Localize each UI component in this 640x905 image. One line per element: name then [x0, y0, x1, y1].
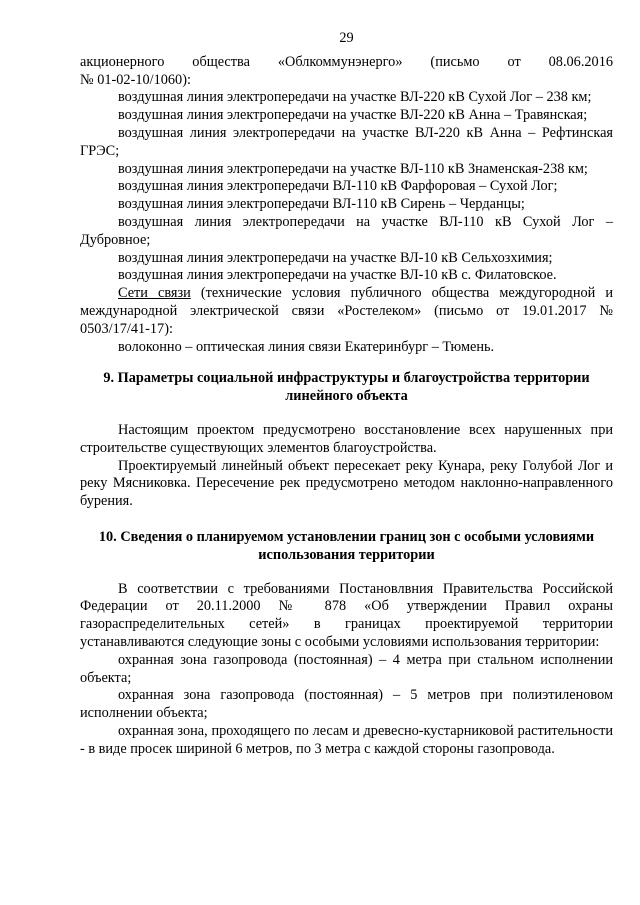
power-line-item: воздушная линия электропередачи на участке ВЛ-110 кВ Сухой Лог – Дубровное; [80, 213, 613, 248]
section-10-heading-line-2: использования территории [258, 546, 435, 563]
document-page [80, 30, 613, 758]
section-10-heading [80, 529, 613, 565]
section-9-heading-line-2: линейного объекта [285, 388, 408, 405]
communication-networks-paragraph [80, 285, 613, 338]
power-line-item: воздушная линия электропередачи на участке ВЛ-110 кВ Знаменская-238 км; [118, 160, 588, 177]
power-line-item: воздушная линия электропередачи ВЛ-110 кВ Фарфоровая – Сухой Лог; [118, 178, 558, 195]
power-line-item: воздушная линия электропередачи на участке ВЛ-10 кВ с. Филатовское. [118, 267, 557, 284]
power-line-item: воздушная линия электропередачи на участке ВЛ-220 кВ Сухой Лог – 238 км; [118, 89, 592, 106]
power-line-item: воздушная линия электропередачи на участке ВЛ-220 кВ Анна – Травянская; [118, 107, 588, 124]
section-10-heading-line-1: 10. Сведения о планируемом установлении границ зон с особыми условиями [98, 528, 595, 545]
fiber-optic-line: волоконно – оптическая линия связи Екатеринбург – Тюмень. [118, 338, 495, 355]
section-10-paragraph-1: В соответствии с требованиями Постановлвния Правительства Российской Федерации от 20.11.2000 № 878 «Об утверждении Правил охраны газораспределительных сетей» в границах проектируемой территории устанавливаются следующие зоны с особыми условиями использования территории: [80, 580, 613, 650]
intro-line-2: № 01-02-10/1060): [80, 71, 191, 88]
intro-line-1: акционерного общества «Облкоммунэнерго» (письмо от 08.06.2016 [80, 53, 613, 70]
page-number: 29 [339, 30, 354, 46]
power-line-item: воздушная линия электропередачи ВЛ-110 кВ Сирень – Черданцы; [118, 196, 525, 213]
protection-zone-item: охранная зона газопровода (постоянная) – 4 метра при стальном исполнении объекта; [80, 651, 613, 686]
section-9-paragraph-1: Настоящим проектом предусмотрено восстановление всех нарушенных при строительстве существующих элементов благоустройства. [80, 421, 613, 456]
protection-zone-item: охранная зона, проходящего по лесам и древесно-кустарниковой растительности - в виде просек шириной 6 метров, по 3 метра с каждой стороны газопровода. [80, 722, 613, 757]
section-9-heading [80, 370, 613, 406]
communication-networks-label: Сети связи [118, 285, 191, 302]
protection-zone-item: охранная зона газопровода (постоянная) – 5 метров при полиэтиленовом исполнении объекта; [80, 687, 613, 722]
section-9-paragraph-2: Проектируемый линейный объект пересекает реку Кунара, реку Голубой Лог и реку Мясниковка. Пересечение рек предусмотрено методом наклонно-направленного бурения. [80, 457, 613, 510]
communication-networks-text: (технические условия публичного общества междугородной и международной электрической связи «Ростелеком» (письмо от 19.01.2017 № 0503/17/41-17): [80, 285, 614, 337]
section-9-heading-line-1: 9. Параметры социальной инфраструктуры и благоустройства территории [103, 370, 590, 387]
power-line-item: воздушная линия электропередачи на участке ВЛ-220 кВ Анна – Рефтинская ГРЭС; [80, 124, 613, 159]
power-line-item: воздушная линия электропередачи на участке ВЛ-10 кВ Сельхозхимия; [118, 249, 553, 266]
